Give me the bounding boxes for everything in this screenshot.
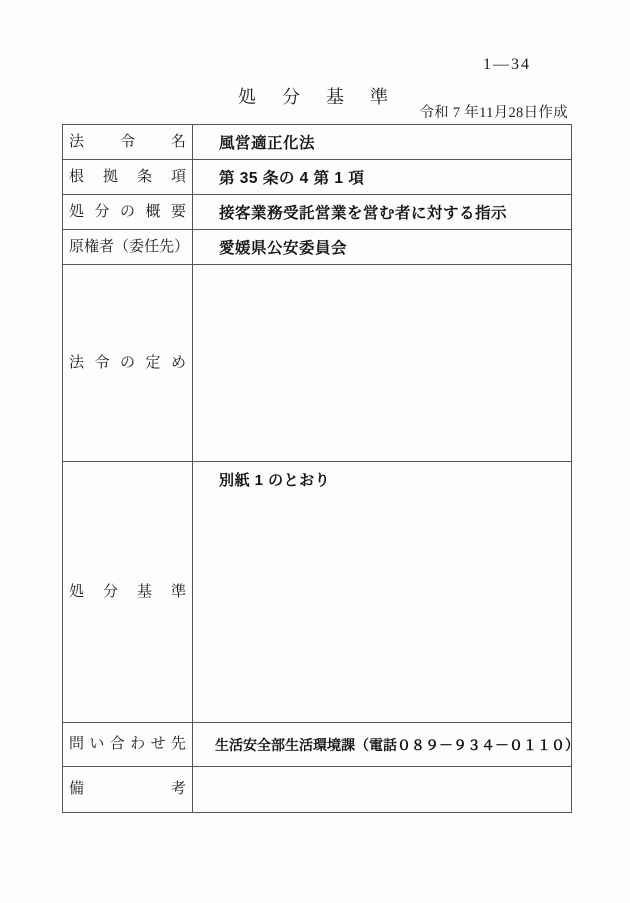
disposition-table — [62, 124, 579, 813]
row-label-disposition-summary: 処 分 の 概 要 — [63, 195, 193, 229]
table-row-legal-basis — [63, 160, 571, 195]
table-row-disposition-standards — [63, 462, 571, 723]
table-row-remarks — [63, 767, 571, 812]
row-value-contact: 生活安全部生活環境課（電話０８９－９３４－０１１０） — [215, 736, 579, 753]
created-date: 令和 7 年11月28日作成 — [419, 105, 568, 121]
row-label-authority: 原 権 者 （ 委 任 先 ） — [63, 230, 193, 264]
row-value-legal-basis: 第 35 条の 4 第 1 項 — [219, 170, 365, 187]
row-label-disposition-standards: 処 分 基 準 — [63, 462, 193, 722]
table-row-legal-provisions — [63, 265, 571, 462]
row-value-law-name: 風営適正化法 — [219, 135, 316, 152]
page-number: 1—34 — [483, 56, 531, 73]
row-value-disposition-standards: 別紙 1 のとおり — [219, 472, 331, 489]
table-row-authority — [63, 230, 571, 265]
row-value-remarks — [193, 767, 571, 812]
row-value-legal-provisions — [193, 265, 571, 461]
table-row-law-name — [63, 125, 571, 160]
row-label-legal-provisions: 法 令 の 定 め — [63, 265, 193, 461]
row-label-contact: 問 い 合 わ せ 先 — [63, 723, 193, 766]
table-row-disposition-summary — [63, 195, 571, 230]
row-label-remarks: 備 考 — [63, 767, 193, 812]
row-value-authority: 愛媛県公安委員会 — [219, 240, 348, 257]
table-row-contact — [63, 723, 579, 767]
row-label-law-name: 法 令 名 — [63, 125, 193, 159]
row-label-legal-basis: 根 拠 条 項 — [63, 160, 193, 194]
page-title: 処 分 基 準 — [238, 87, 392, 107]
row-value-disposition-summary: 接客業務受託営業を営む者に対する指示 — [219, 205, 508, 222]
